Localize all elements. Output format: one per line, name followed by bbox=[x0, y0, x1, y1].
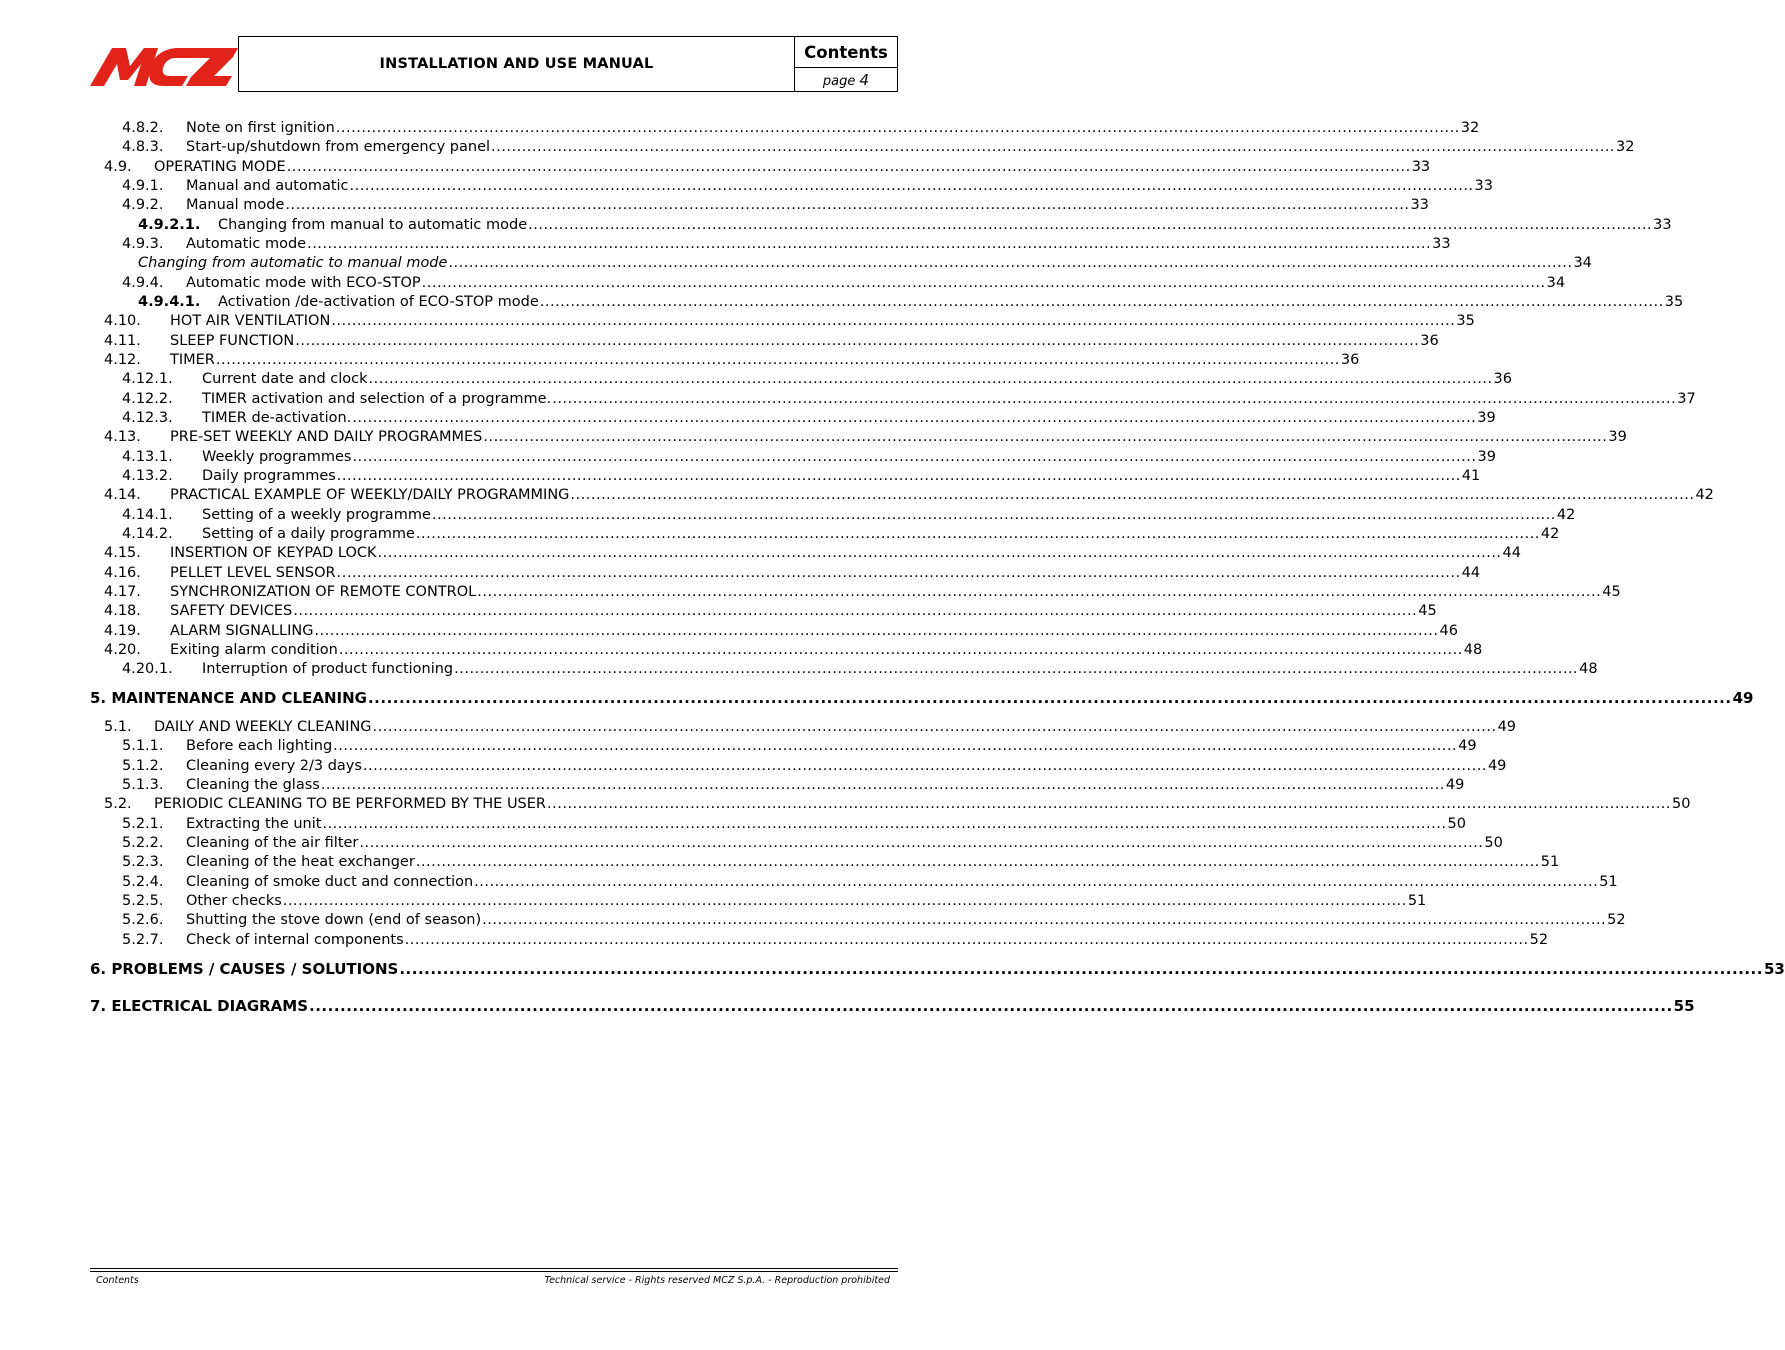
toc-page-number: 50 bbox=[1672, 796, 1691, 812]
toc-entry[interactable] bbox=[104, 332, 1439, 351]
toc-entry[interactable] bbox=[122, 235, 1451, 254]
toc-leader: ............................................................................................................................................................................................................................ bbox=[448, 255, 1573, 271]
toc-entry[interactable] bbox=[122, 892, 1427, 911]
section-box bbox=[795, 36, 898, 92]
toc-leader: ............................................................................................................................................................................................................................ bbox=[309, 997, 1673, 1015]
toc-leader: ............................................................................................................................................................................................................................ bbox=[335, 120, 1460, 136]
toc-title: Manual mode bbox=[186, 197, 285, 213]
toc-page-number: 51 bbox=[1540, 854, 1560, 870]
toc-entry[interactable] bbox=[90, 689, 1754, 708]
toc-leader: ............................................................................................................................................................................................................................ bbox=[307, 236, 1432, 252]
toc-entry[interactable] bbox=[122, 409, 1496, 428]
toc-page-number: 49 bbox=[1497, 719, 1517, 735]
toc-title: PELLET LEVEL SENSOR bbox=[170, 565, 336, 581]
toc-leader: ............................................................................................................................................................................................................................ bbox=[552, 391, 1677, 407]
toc-leader: ............................................................................................................................................................................................................................ bbox=[415, 854, 1540, 870]
toc-number: 5.1.2. bbox=[122, 758, 164, 774]
toc-leader: ............................................................................................................................................................................................................................ bbox=[336, 565, 1461, 581]
toc-page-number: 49 bbox=[1445, 777, 1465, 793]
toc-title: Exiting alarm condition bbox=[170, 642, 338, 658]
toc-entry[interactable] bbox=[104, 544, 1521, 563]
toc-title: Cleaning of the air filter bbox=[186, 835, 359, 851]
toc-title: Setting of a daily programme bbox=[202, 526, 415, 542]
toc-entry[interactable] bbox=[122, 506, 1576, 525]
toc-page-number: 33 bbox=[1474, 178, 1493, 194]
toc-entry[interactable] bbox=[122, 177, 1493, 196]
toc-page-number: 33 bbox=[1411, 159, 1431, 175]
toc-page-number: 45 bbox=[1602, 584, 1621, 600]
toc-leader: ............................................................................................................................................................................................................................ bbox=[528, 217, 1653, 233]
toc-number: 4.9. bbox=[104, 159, 132, 175]
toc-leader: ............................................................................................................................................................................................................................ bbox=[215, 352, 1340, 368]
toc-leader: ............................................................................................................................................................................................................................ bbox=[421, 275, 1546, 291]
toc-page-number: 36 bbox=[1340, 352, 1360, 368]
toc-page-number: 50 bbox=[1447, 816, 1466, 832]
toc-title: Setting of a weekly programme bbox=[202, 507, 431, 523]
toc-number: 4.9.3. bbox=[122, 236, 164, 252]
toc-page-number: 53 bbox=[1763, 960, 1785, 978]
toc-entry[interactable] bbox=[138, 254, 1592, 273]
toc-page-number: 35 bbox=[1456, 313, 1475, 329]
footer-rule bbox=[90, 1271, 898, 1272]
toc-page-number: 42 bbox=[1540, 526, 1560, 542]
toc-entry[interactable] bbox=[138, 293, 1684, 312]
toc-leader: ............................................................................................................................................................................................................................ bbox=[367, 689, 1732, 707]
toc-page-number: 52 bbox=[1529, 932, 1549, 948]
toc-title: Cleaning every 2/3 days bbox=[186, 758, 362, 774]
toc-title: PRACTICAL EXAMPLE OF WEEKLY/DAILY PROGRAMMING bbox=[170, 487, 570, 503]
toc-number: 4.12. bbox=[104, 352, 141, 368]
toc-page-number: 33 bbox=[1410, 197, 1429, 213]
toc-leader: ............................................................................................................................................................................................................................ bbox=[359, 835, 1484, 851]
toc-entry[interactable] bbox=[104, 564, 1481, 583]
toc-entry[interactable] bbox=[90, 997, 1695, 1016]
toc-page-number: 34 bbox=[1546, 275, 1566, 291]
toc-entry[interactable] bbox=[104, 486, 1714, 505]
toc-leader: ............................................................................................................................................................................................................................ bbox=[295, 333, 1420, 349]
toc-leader: ............................................................................................................................................................................................................................ bbox=[399, 960, 1763, 978]
toc-entry[interactable] bbox=[122, 138, 1635, 157]
toc-title: SAFETY DEVICES bbox=[170, 603, 293, 619]
toc-entry[interactable] bbox=[122, 448, 1496, 467]
toc-leader: ............................................................................................................................................................................................................................ bbox=[338, 642, 1463, 658]
toc-page-number: 49 bbox=[1458, 738, 1477, 754]
toc-title: Cleaning of smoke duct and connection bbox=[186, 874, 474, 890]
toc-leader: ............................................................................................................................................................................................................................ bbox=[352, 410, 1477, 426]
toc-number: 4.10. bbox=[104, 313, 141, 329]
toc-page-number: 34 bbox=[1573, 255, 1592, 271]
toc-entry[interactable] bbox=[122, 911, 1626, 930]
toc-page-number: 42 bbox=[1556, 507, 1576, 523]
toc-leader: ............................................................................................................................................................................................................................ bbox=[352, 449, 1477, 465]
toc-title: 5. MAINTENANCE AND CLEANING bbox=[90, 689, 367, 707]
toc-title: HOT AIR VENTILATION bbox=[170, 313, 331, 329]
toc-entry[interactable] bbox=[104, 602, 1437, 621]
toc-page-number: 48 bbox=[1463, 642, 1483, 658]
toc-number: 5.2.1. bbox=[122, 816, 164, 832]
toc-title: Note on first ignition bbox=[186, 120, 335, 136]
toc-leader: ............................................................................................................................................................................................................................ bbox=[293, 603, 1418, 619]
toc-title: INSERTION OF KEYPAD LOCK bbox=[170, 545, 377, 561]
toc-number: 4.14.1. bbox=[122, 507, 173, 523]
toc-page-number: 50 bbox=[1484, 835, 1503, 851]
toc-page-number: 55 bbox=[1673, 997, 1695, 1015]
toc-leader: ............................................................................................................................................................................................................................ bbox=[474, 874, 1599, 890]
toc-title: PERIODIC CLEANING TO BE PERFORMED BY THE USER bbox=[154, 796, 547, 812]
page-number: 4 bbox=[859, 71, 870, 89]
toc-entry[interactable] bbox=[122, 370, 1512, 389]
toc-page-number: 33 bbox=[1432, 236, 1451, 252]
toc-page-number: 37 bbox=[1677, 391, 1696, 407]
toc-entry[interactable] bbox=[122, 467, 1481, 486]
toc-page-number: 51 bbox=[1599, 874, 1618, 890]
toc-title: DAILY AND WEEKLY CLEANING bbox=[154, 719, 372, 735]
toc-title: Current date and clock bbox=[202, 371, 368, 387]
toc-page-number: 51 bbox=[1407, 893, 1427, 909]
toc-page-number: 32 bbox=[1616, 139, 1635, 155]
toc-leader: ............................................................................................................................................................................................................................ bbox=[372, 719, 1497, 735]
section-label: Contents bbox=[795, 37, 897, 68]
toc-entry[interactable] bbox=[104, 583, 1621, 602]
toc-entry[interactable] bbox=[122, 119, 1480, 138]
toc-page-number: 33 bbox=[1653, 217, 1672, 233]
toc-page-number: 35 bbox=[1664, 294, 1684, 310]
toc-leader: ............................................................................................................................................................................................................................ bbox=[547, 796, 1672, 812]
toc-title: SLEEP FUNCTION bbox=[170, 333, 295, 349]
toc-number: 4.14. bbox=[104, 487, 141, 503]
toc-leader: ............................................................................................................................................................................................................................ bbox=[314, 623, 1439, 639]
toc-page-number: 36 bbox=[1493, 371, 1512, 387]
toc-leader: ............................................................................................................................................................................................................................ bbox=[349, 178, 1474, 194]
toc-number: 4.9.1. bbox=[122, 178, 164, 194]
toc-number: 5.2. bbox=[104, 796, 132, 812]
toc-number: 4.12.3. bbox=[122, 410, 173, 426]
toc-title: Daily programmes bbox=[202, 468, 336, 484]
footer-copyright: Technical service - Rights reserved MCZ S.p.A. - Reproduction prohibited bbox=[544, 1275, 890, 1286]
toc-leader: ............................................................................................................................................................................................................................ bbox=[336, 468, 1461, 484]
toc-page-number: 39 bbox=[1477, 449, 1496, 465]
toc-number: 5.2.2. bbox=[122, 835, 164, 851]
toc-leader: ............................................................................................................................................................................................................................ bbox=[282, 893, 1407, 909]
toc-leader: ............................................................................................................................................................................................................................ bbox=[322, 816, 1447, 832]
toc-number: 4.9.2.1. bbox=[138, 217, 201, 233]
toc-title: Extracting the unit bbox=[186, 816, 322, 832]
toc-title: Cleaning the glass bbox=[186, 777, 320, 793]
toc-entry[interactable] bbox=[104, 795, 1691, 814]
toc-entry[interactable] bbox=[122, 757, 1507, 776]
toc-entry[interactable] bbox=[122, 525, 1560, 544]
toc-number: 4.8.3. bbox=[122, 139, 164, 155]
toc-number: 5.2.3. bbox=[122, 854, 164, 870]
toc-entry[interactable] bbox=[122, 660, 1598, 679]
toc-page-number: 45 bbox=[1418, 603, 1437, 619]
toc-title: ALARM SIGNALLING bbox=[170, 623, 314, 639]
toc-entry[interactable] bbox=[122, 776, 1465, 795]
toc-title: PRE-SET WEEKLY AND DAILY PROGRAMMES bbox=[170, 429, 483, 445]
toc-entry[interactable] bbox=[122, 834, 1503, 853]
toc-title: Weekly programmes bbox=[202, 449, 352, 465]
toc-page-number: 39 bbox=[1608, 429, 1627, 445]
toc-leader: ............................................................................................................................................................................................................................ bbox=[454, 661, 1579, 677]
toc-entry[interactable] bbox=[122, 390, 1696, 409]
toc-entry[interactable] bbox=[90, 960, 1785, 979]
toc-number: 4.12.2. bbox=[122, 391, 173, 407]
toc-entry[interactable] bbox=[104, 158, 1431, 177]
toc-page-number: 39 bbox=[1477, 410, 1496, 426]
toc-title: OPERATING MODE bbox=[154, 159, 286, 175]
toc-number: 4.17. bbox=[104, 584, 141, 600]
toc-page-number: 44 bbox=[1502, 545, 1521, 561]
toc-page-number: 36 bbox=[1420, 333, 1439, 349]
toc-page-number: 48 bbox=[1579, 661, 1598, 677]
toc-title: 6. PROBLEMS / CAUSES / SOLUTIONS bbox=[90, 960, 399, 978]
toc-title: Interruption of product functioning bbox=[202, 661, 454, 677]
toc-leader: ............................................................................................................................................................................................................................ bbox=[483, 429, 1608, 445]
toc-number: 4.9.4. bbox=[122, 275, 164, 291]
toc-number: 5.1.3. bbox=[122, 777, 164, 793]
toc-page-number: 42 bbox=[1695, 487, 1714, 503]
toc-entry[interactable] bbox=[104, 718, 1517, 737]
toc-number: 4.14.2. bbox=[122, 526, 173, 542]
page-indicator bbox=[795, 69, 897, 93]
toc-number: 5.2.6. bbox=[122, 912, 164, 928]
toc-page-number: 49 bbox=[1732, 689, 1754, 707]
toc-entry[interactable] bbox=[122, 274, 1566, 293]
page-prefix: page bbox=[822, 74, 856, 89]
toc-title: Shutting the stove down (end of season) bbox=[186, 912, 482, 928]
toc-leader: ............................................................................................................................................................................................................................ bbox=[362, 758, 1487, 774]
toc-title: Check of internal components bbox=[186, 932, 404, 948]
toc-number: 5.2.7. bbox=[122, 932, 164, 948]
toc-number: 4.9.4.1. bbox=[138, 294, 201, 310]
toc-number: 5.1.1. bbox=[122, 738, 164, 754]
toc-title: Activation /de-activation of ECO-STOP mode bbox=[218, 294, 539, 310]
toc-number: 4.13.1. bbox=[122, 449, 173, 465]
toc-number: 4.13. bbox=[104, 429, 141, 445]
toc-title: Automatic mode bbox=[186, 236, 307, 252]
toc-entry[interactable] bbox=[104, 351, 1360, 370]
toc-entry[interactable] bbox=[122, 196, 1429, 215]
toc-entry[interactable] bbox=[138, 216, 1672, 235]
toc-page-number: 46 bbox=[1439, 623, 1458, 639]
toc-number: 4.12.1. bbox=[122, 371, 173, 387]
toc-title: Cleaning of the heat exchanger bbox=[186, 854, 415, 870]
toc-leader: ............................................................................................................................................................................................................................ bbox=[415, 526, 1540, 542]
toc-title: TIMER bbox=[170, 352, 215, 368]
toc-page-number: 49 bbox=[1487, 758, 1507, 774]
toc-page-number: 44 bbox=[1461, 565, 1481, 581]
toc-number: 5.1. bbox=[104, 719, 132, 735]
toc-number: 4.13.2. bbox=[122, 468, 173, 484]
toc-entry[interactable] bbox=[122, 815, 1466, 834]
toc-leader: ............................................................................................................................................................................................................................ bbox=[477, 584, 1602, 600]
toc-number: 4.19. bbox=[104, 623, 141, 639]
toc-number: 4.20.1. bbox=[122, 661, 173, 677]
toc-title: Before each lighting bbox=[186, 738, 333, 754]
toc-title: TIMER activation and selection of a programme. bbox=[202, 391, 552, 407]
toc-leader: ............................................................................................................................................................................................................................ bbox=[333, 738, 1458, 754]
toc-leader: ............................................................................................................................................................................................................................ bbox=[368, 371, 1493, 387]
toc-entry[interactable] bbox=[122, 853, 1560, 872]
footer-section: Contents bbox=[96, 1275, 139, 1286]
toc-page-number: 41 bbox=[1461, 468, 1481, 484]
toc-number: 5.2.4. bbox=[122, 874, 164, 890]
toc-leader: ............................................................................................................................................................................................................................ bbox=[285, 197, 1410, 213]
toc-leader: ............................................................................................................................................................................................................................ bbox=[570, 487, 1695, 503]
toc-leader: ............................................................................................................................................................................................................................ bbox=[377, 545, 1502, 561]
toc-title: TIMER de-activation. bbox=[202, 410, 352, 426]
toc-title: Changing from manual to automatic mode bbox=[218, 217, 528, 233]
mcz-logo bbox=[90, 44, 238, 88]
toc-title: Other checks bbox=[186, 893, 282, 909]
toc-page-number: 32 bbox=[1460, 120, 1480, 136]
toc-leader: ............................................................................................................................................................................................................................ bbox=[331, 313, 1456, 329]
toc-leader: ............................................................................................................................................................................................................................ bbox=[539, 294, 1664, 310]
logo-text: MCZ bbox=[164, 70, 167, 71]
toc-number: 5.2.5. bbox=[122, 893, 164, 909]
toc-entry[interactable] bbox=[104, 312, 1475, 331]
toc-title: Manual and automatic bbox=[186, 178, 349, 194]
toc-number: 4.15. bbox=[104, 545, 141, 561]
page-header bbox=[90, 36, 898, 94]
toc-entry[interactable] bbox=[104, 622, 1458, 641]
toc-number: 4.16. bbox=[104, 565, 141, 581]
toc-leader: ............................................................................................................................................................................................................................ bbox=[286, 159, 1411, 175]
toc-title: Automatic mode with ECO-STOP bbox=[186, 275, 421, 291]
toc-leader: ............................................................................................................................................................................................................................ bbox=[491, 139, 1616, 155]
toc-leader: ............................................................................................................................................................................................................................ bbox=[404, 932, 1529, 948]
toc-leader: ............................................................................................................................................................................................................................ bbox=[482, 912, 1607, 928]
toc-entry[interactable] bbox=[122, 737, 1477, 756]
toc-entry[interactable] bbox=[104, 428, 1627, 447]
toc-title: SYNCHRONIZATION OF REMOTE CONTROL bbox=[170, 584, 477, 600]
toc-number: 4.8.2. bbox=[122, 120, 164, 136]
toc-title: 7. ELECTRICAL DIAGRAMS bbox=[90, 997, 309, 1015]
toc-entry[interactable] bbox=[122, 873, 1618, 892]
toc-title: Changing from automatic to manual mode bbox=[138, 255, 448, 271]
toc-leader: ............................................................................................................................................................................................................................ bbox=[431, 507, 1556, 523]
toc-leader: ............................................................................................................................................................................................................................ bbox=[320, 777, 1445, 793]
toc-number: 4.9.2. bbox=[122, 197, 164, 213]
footer-rule bbox=[90, 1268, 898, 1269]
toc-entry[interactable] bbox=[104, 641, 1483, 660]
toc-title: Start-up/shutdown from emergency panel bbox=[186, 139, 491, 155]
toc-number: 4.18. bbox=[104, 603, 141, 619]
toc-number: 4.20. bbox=[104, 642, 141, 658]
toc-entry[interactable] bbox=[122, 931, 1549, 950]
toc-number: 4.11. bbox=[104, 333, 141, 349]
document-title: INSTALLATION AND USE MANUAL bbox=[238, 36, 795, 92]
toc-page-number: 52 bbox=[1607, 912, 1626, 928]
